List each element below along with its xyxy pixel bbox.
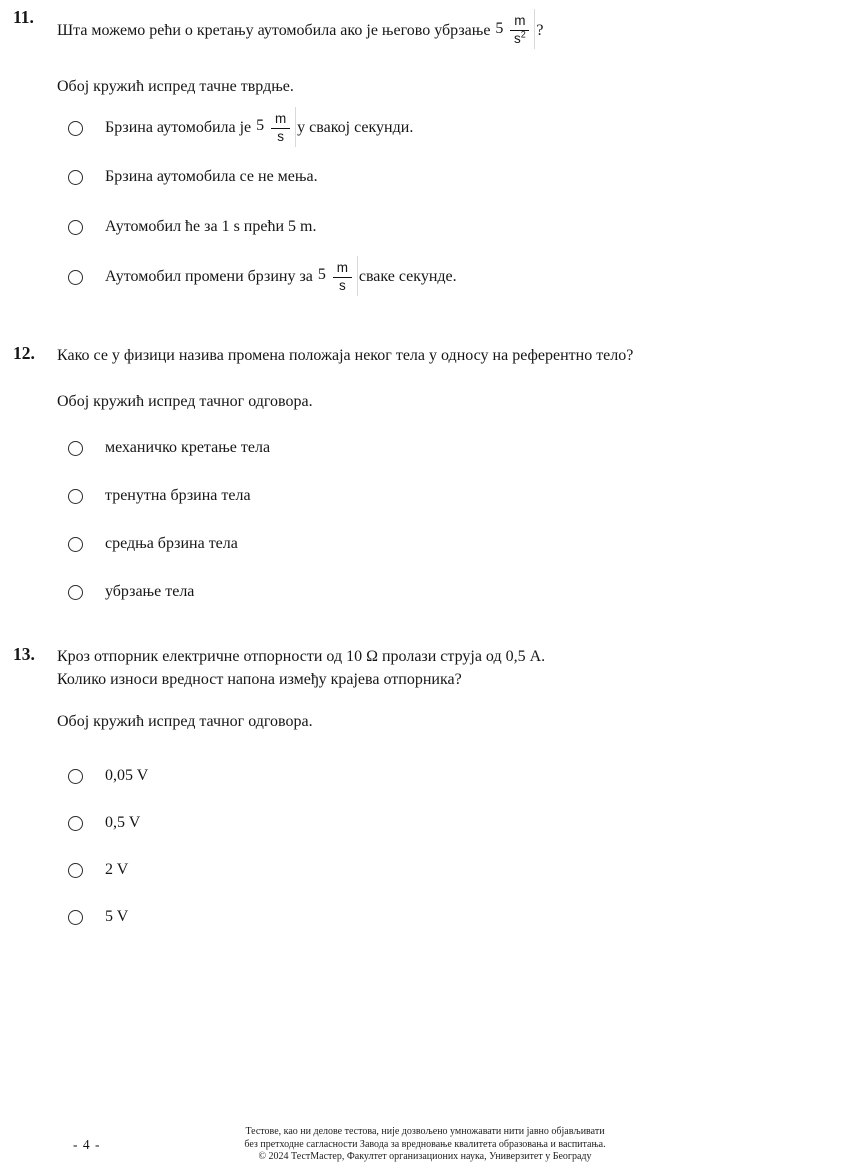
- answer-option: [68, 767, 810, 785]
- radio-button[interactable]: [68, 121, 83, 136]
- prompt-line-2: Колико износи вредност напона између крајева отпорника?: [57, 671, 462, 688]
- fraction: [508, 14, 531, 45]
- question-number: 13.: [13, 644, 35, 664]
- question-12: [0, 344, 850, 601]
- option-label: 0,5 V: [105, 814, 141, 831]
- answer-option: [68, 861, 810, 879]
- fraction-denominator: s: [277, 128, 285, 144]
- fraction-numerator: m: [275, 111, 287, 127]
- radio-button[interactable]: [68, 816, 83, 831]
- option-label: механичко кретање тела: [105, 439, 271, 456]
- radio-button[interactable]: [68, 220, 83, 235]
- answer-option: [68, 583, 810, 601]
- answer-option: [68, 908, 810, 926]
- option-label: Аутомобил ће за 1 s прећи 5 m.: [105, 218, 317, 235]
- answer-option: [68, 487, 810, 505]
- answer-option: [68, 106, 810, 150]
- option-label: тренутна брзина тела: [105, 487, 251, 504]
- prompt-line-1: Кроз отпорник електричне отпорности од 10 Ω пролази струја од 0,5 А.: [57, 648, 546, 665]
- question-instruction: Обој кружић испред тачног одговора.: [57, 713, 313, 730]
- radio-button[interactable]: [68, 170, 83, 185]
- answer-option: [68, 814, 810, 832]
- footer-copyright: [0, 1126, 850, 1164]
- question-instruction: Обој кружић испред тачног одговора.: [57, 393, 313, 410]
- option-label: 0,05 V: [105, 767, 149, 784]
- option-label: убрзање тела: [105, 583, 195, 600]
- question-prompt: [57, 8, 810, 52]
- question-prompt: Како се у физици назива промена положаја неког тела у односу на референтно тело?: [57, 347, 634, 364]
- footer-copyright-line: без претходне сагласности Завода за вредновање квалитета образовања и васпитања.: [244, 1138, 606, 1150]
- option-label: 2 V: [105, 861, 129, 878]
- options-list: [68, 439, 810, 601]
- question-13: [0, 645, 850, 926]
- radio-button[interactable]: [68, 910, 83, 925]
- option-label: Брзина аутомобила се не мења.: [105, 168, 318, 185]
- fraction: [331, 261, 354, 292]
- answer-option: [68, 255, 810, 299]
- radio-button[interactable]: [68, 270, 83, 285]
- page-number: - 4 -: [73, 1137, 101, 1152]
- option-label: Брзина аутомобила је 5 $\frac{m}{s}$ у свакој секунди.: [105, 111, 414, 144]
- radio-button[interactable]: [68, 769, 83, 784]
- radio-button[interactable]: [68, 441, 83, 456]
- fraction-numerator: m: [336, 260, 348, 276]
- question-prompt: [57, 645, 810, 691]
- radio-button[interactable]: [68, 489, 83, 504]
- answer-option: [68, 535, 810, 553]
- question-number: 11.: [13, 7, 34, 27]
- option-label: Аутомобил промени брзину за 5 $\frac{m}{s}$ сваке секунде.: [105, 260, 457, 293]
- footer-copyright-line: © 2024 ТестМастер, Факултет организационих наука, Универзитет у Београду: [258, 1151, 592, 1162]
- radio-button[interactable]: [68, 537, 83, 552]
- question-number: 12.: [13, 343, 35, 363]
- footer-copyright-line: Тестове, као ни делове тестова, није дозвољено умножавати нити јавно објављивати: [245, 1126, 605, 1137]
- fraction-numerator: m: [514, 13, 526, 29]
- fraction: [269, 112, 292, 143]
- option-label: 5 V: [105, 908, 129, 925]
- radio-button[interactable]: [68, 585, 83, 600]
- fraction-denominator-exponent: 2: [520, 29, 526, 39]
- options-list: [68, 106, 810, 299]
- fraction-denominator: s: [338, 277, 346, 293]
- option-label: средња брзина тела: [105, 535, 238, 552]
- answer-option: [68, 439, 810, 457]
- options-list: [68, 767, 810, 926]
- prompt-text: Шта можемо рећи о кретању аутомобила ако је његово убрзање: [57, 21, 491, 39]
- question-instruction: Обој кружић испред тачне тврдње.: [57, 78, 294, 95]
- fraction-denominator: $s^2$: [514, 29, 526, 46]
- question-11: [0, 8, 850, 299]
- radio-button[interactable]: [68, 863, 83, 878]
- answer-option: [68, 168, 810, 186]
- answer-option: [68, 218, 810, 236]
- prompt-value: 5: [495, 19, 504, 37]
- prompt-question-mark: ?: [536, 21, 544, 39]
